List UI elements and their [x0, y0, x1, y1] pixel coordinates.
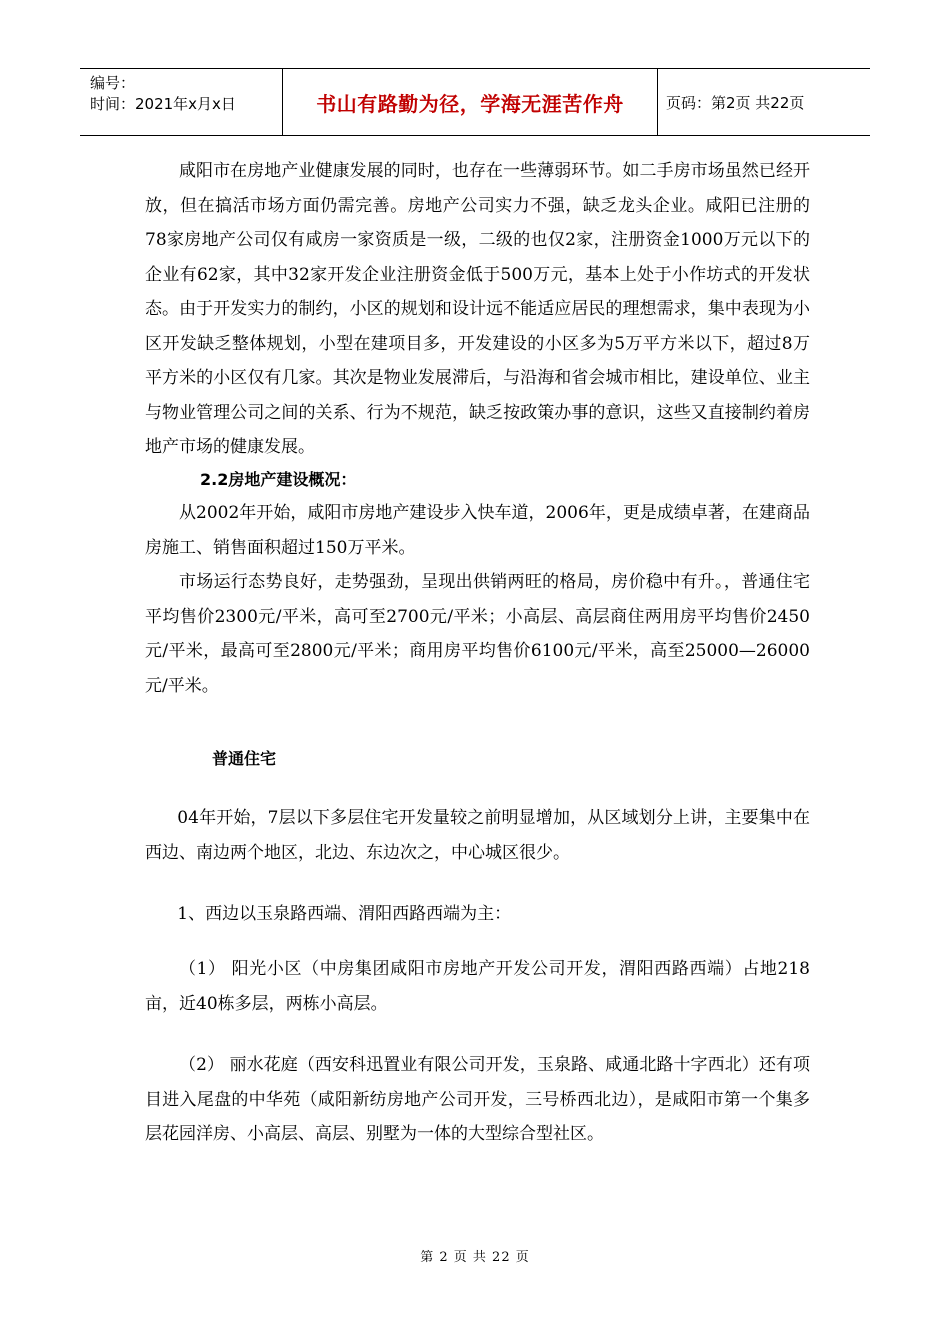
time-label: 时间：2021年x月x日 — [90, 95, 236, 113]
body-paragraph-2: 从2002年开始，咸阳市房地产建设步入快车道，2006年，更是成绩卓著，在建商品房施工、销售面积超过150万平米。 — [145, 503, 810, 558]
body-paragraph-4-block — [145, 801, 810, 870]
header-page-info: 页码：第2页 共22页 — [666, 93, 805, 112]
body-paragraph-1-block — [145, 154, 810, 465]
document-header — [80, 68, 870, 136]
section-heading-2-2: 2.2房地产建设概况： — [200, 470, 357, 489]
body-paragraph-6: （1） 阳光小区（中房集团咸阳市房地产开发公司开发，渭阳西路西端）占地218亩，近40栋多层，两栋小高层。 — [145, 959, 810, 1014]
body-paragraph-6-block — [145, 952, 810, 1021]
body-paragraph-3: 市场运行态势良好，走势强劲，呈现出供销两旺的格局，房价稳中有升。，普通住宅平均售价2300元/平米，高可至2700元/平米；小高层、高层商住两用房平均售价2450元/平米，最高可至2800元/平米；商用房平均售价6100元/平米，高至25000—26000元/平米。 — [145, 572, 810, 696]
body-paragraph-7-block — [145, 1048, 810, 1152]
body-paragraph-1: 咸阳市在房地产业健康发展的同时，也存在一些薄弱环节。如二手房市场虽然已经开放，但在搞活市场方面仍需完善。房地产公司实力不强，缺乏龙头企业。咸阳已注册的78家房地产公司仅有咸房一家资质是一级，二级的也仅2家，注册资金1000万元以下的企业有62家，其中32家开发企业注册资金低于500万元，基本上处于小作坊式的开发状态。由于开发实力的制约，小区的规划和设计远不能适应居民的理想需求，集中表现为小区开发缺乏整体规划，小型在建项目多，开发建设的小区多为5万平方米以下，超过8万平方米的小区仅有几家。其次是物业发展滞后，与沿海和省会城市相比，建设单位、业主与物业管理公司之间的关系、行为不规范，缺乏按政策办事的意识，这些又直接制约着房地产市场的健康发展。 — [145, 161, 810, 457]
body-paragraph-4: 04年开始，7层以下多层住宅开发量较之前明显增加，从区域划分上讲，主要集中在西边、南边两个地区，北边、东边次之，中心城区很少。 — [145, 808, 810, 863]
header-motto: 书山有路勤为径，学海无涯苦作舟 — [282, 69, 658, 135]
body-paragraph-2-3-block — [145, 496, 810, 703]
body-paragraph-5: 1、西边以玉泉路西端、渭阳西路西端为主： — [177, 904, 512, 924]
body-paragraph-7: （2） 丽水花庭（西安科迅置业有限公司开发，玉泉路、咸通北路十字西北）还有项目进入尾盘的中华苑（咸阳新纺房地产公司开发，三号桥西北边），是咸阳市第一个集多层花园洋房、小高层、高层、别墅为一体的大型综合型社区。 — [145, 1055, 810, 1144]
number-label: 编号： — [90, 74, 136, 92]
body-paragraph-5-block — [145, 897, 810, 932]
page-footer: 第 2 页 共 22 页 — [420, 1250, 530, 1265]
section-heading-residential: 普通住宅 — [212, 749, 277, 768]
header-meta — [80, 69, 282, 135]
